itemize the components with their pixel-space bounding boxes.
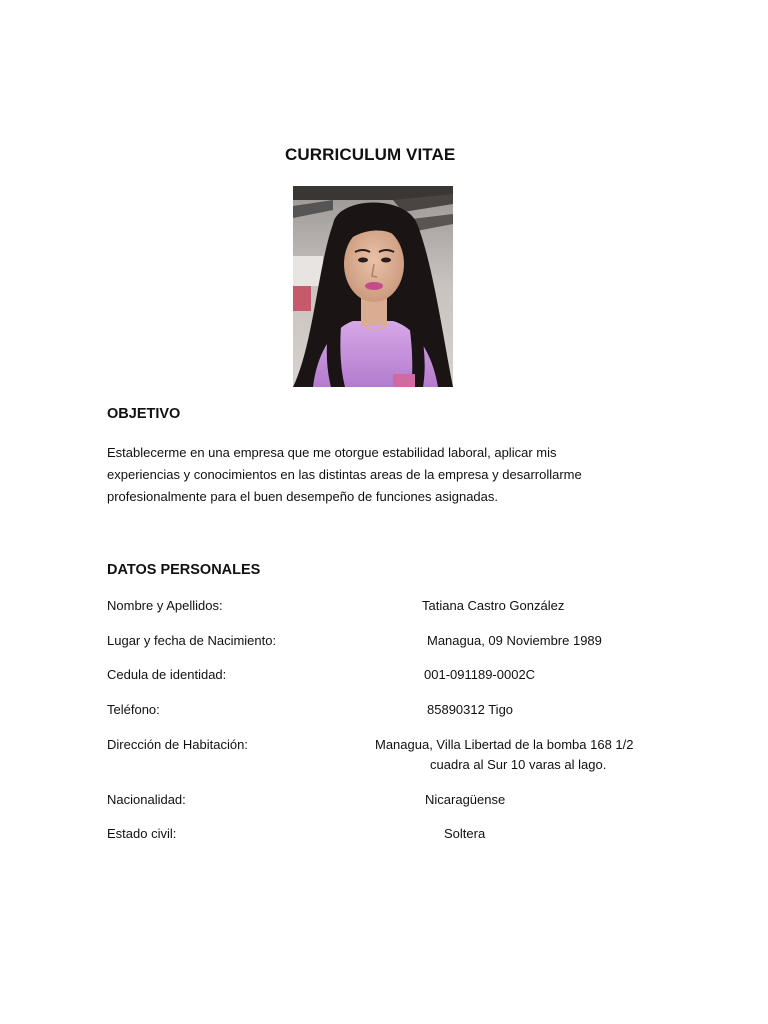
- objective-line: profesionalmente para el buen desempeño de funciones asignadas.: [107, 489, 498, 504]
- row-label: Nacionalidad:: [107, 792, 186, 807]
- row-label: Dirección de Habitación:: [107, 737, 248, 752]
- row-label: Estado civil:: [107, 826, 177, 841]
- objective-text: [107, 442, 667, 508]
- row-value: Tatiana Castro González: [422, 598, 565, 613]
- document-title: CURRICULUM VITAE: [285, 145, 456, 164]
- row-value: Managua, 09 Noviembre 1989: [427, 633, 602, 648]
- row-label: Cedula de identidad:: [107, 667, 227, 682]
- personal-data-heading: DATOS PERSONALES: [107, 562, 261, 578]
- row-label: Teléfono:: [107, 702, 160, 717]
- personal-row-nationality: [107, 792, 707, 812]
- row-value: 85890312 Tigo: [427, 702, 514, 717]
- objective-line: Establecerme en una empresa que me otorgue estabilidad laboral, aplicar mis: [107, 445, 557, 460]
- row-value: Managua, Villa Libertad de la bomba 168 1/2: [375, 737, 634, 752]
- personal-row-birth: [107, 633, 707, 653]
- personal-row-address: [107, 737, 707, 777]
- objective-line: experiencias y conocimientos en las distintas areas de la empresa y desarrollarme: [107, 467, 582, 482]
- objective-heading: OBJETIVO: [107, 406, 181, 422]
- profile-photo: [293, 186, 453, 387]
- row-value: Soltera: [444, 826, 486, 841]
- personal-row-phone: [107, 702, 707, 722]
- row-value: Nicaragüense: [425, 792, 506, 807]
- personal-row-id: [107, 667, 707, 687]
- row-value-continued: cuadra al Sur 10 varas al lago.: [430, 757, 607, 772]
- personal-row-name: [107, 598, 707, 618]
- personal-row-civil-status: [107, 826, 707, 846]
- row-label: Lugar y fecha de Nacimiento:: [107, 633, 277, 648]
- row-value: 001-091189-0002C: [424, 667, 536, 682]
- row-label: Nombre y Apellidos:: [107, 598, 223, 613]
